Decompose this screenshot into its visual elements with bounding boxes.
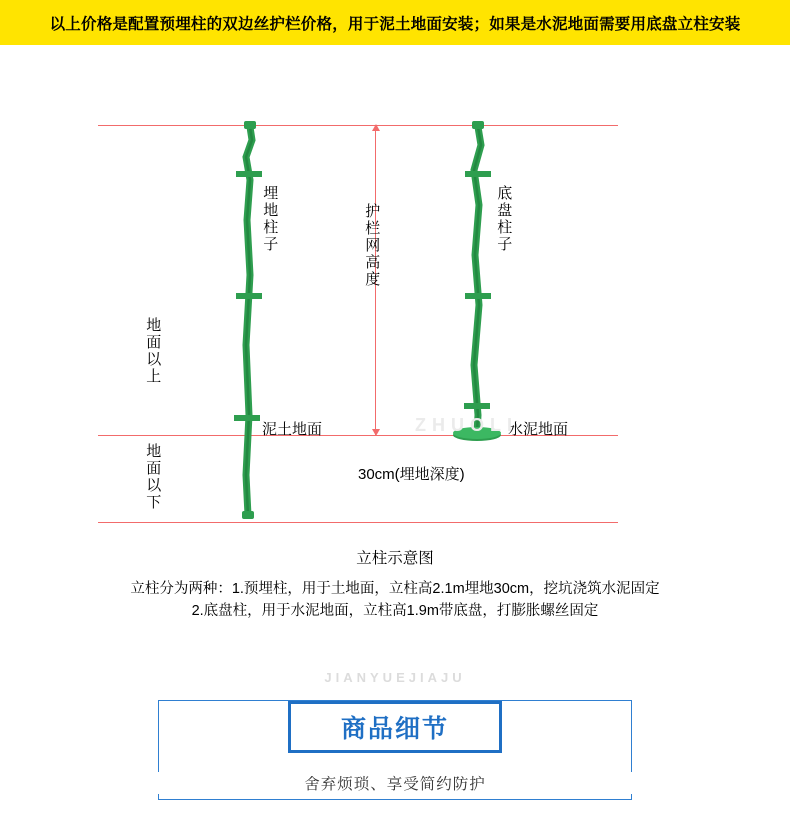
top-notice-banner — [0, 0, 790, 45]
diagram-caption: 立柱示意图 — [356, 550, 434, 567]
caption-line-2: 2.底盘柱，用于水泥地面，立柱高1.9m带底盘，打膨胀螺丝固定 — [191, 603, 599, 620]
caption-line-1: 立柱分为两种：1.预埋柱，用于土地面，立柱高2.1m埋地30cm，挖坑浇筑水泥固定 — [130, 581, 660, 597]
watermark-text: ZHUOLI — [415, 415, 518, 435]
label-cement-ground: 水泥地面 — [508, 421, 569, 438]
baseplate-post-shape — [453, 121, 501, 441]
label-above-ground: 地面以上 — [144, 317, 162, 385]
section-subtitle — [158, 772, 632, 794]
label-embed-depth: 30cm(埋地深度) — [358, 466, 465, 483]
label-soil-ground: 泥土地面 — [262, 421, 323, 438]
banner-text: 以上价格是配置预埋柱的双边丝护栏价格，用于泥土地面安装；如果是水泥地面需要用底盘立柱安装 — [49, 15, 741, 33]
label-baseplate-post: 底盘柱子 — [495, 185, 513, 253]
section-title-box — [288, 701, 502, 753]
embedded-post-shape — [234, 121, 262, 519]
section-title-text: 商品细节 — [340, 715, 449, 743]
label-embedded-post: 埋地柱子 — [261, 185, 279, 253]
post-diagram — [0, 45, 790, 545]
label-fence-height: 护栏网高度 — [363, 203, 381, 288]
label-below-ground: 地面以下 — [144, 443, 162, 511]
section-subtitle-text: 舍弃烦琐、享受简约防护 — [290, 772, 500, 794]
caption-description — [0, 578, 790, 623]
brand-watermark: JIANYUEJIAJU — [324, 670, 466, 685]
